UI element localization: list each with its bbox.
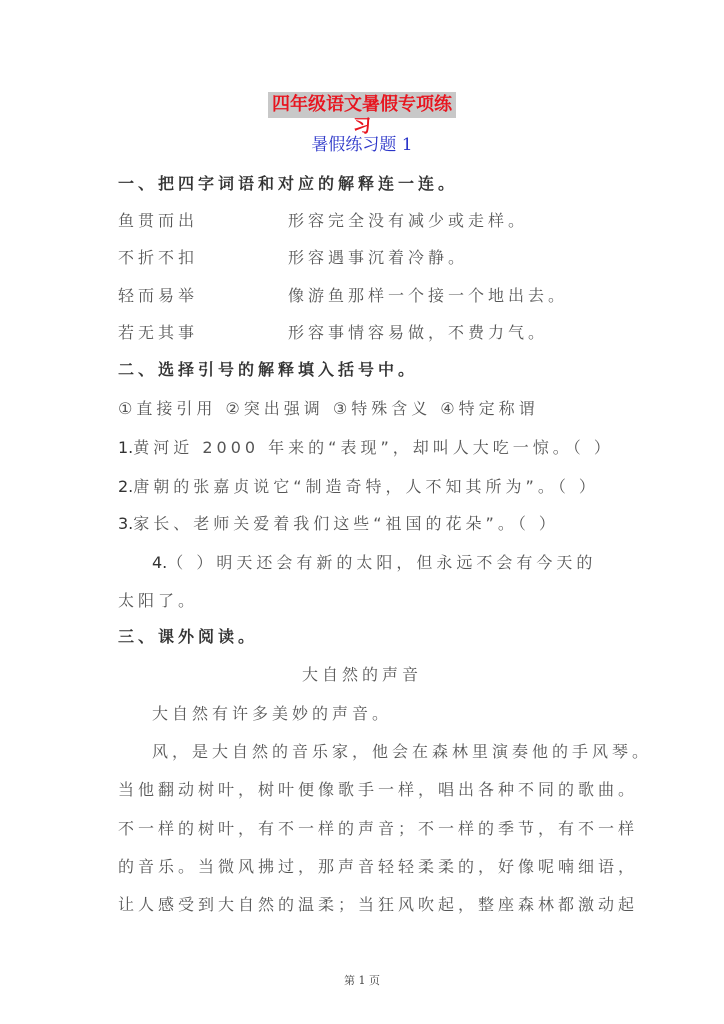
question-1: [118, 438, 614, 458]
passage-title: 大自然的声音: [301, 665, 422, 684]
quote-options: ①直接引用 ②突出强调 ③特殊含义 ④特定称谓: [118, 399, 539, 418]
passage-line-2: 风，是大自然的音乐家，他会在森林里演奏他的手风琴。: [152, 742, 653, 761]
question-text: 唐朝的张嘉贞说它“制造奇特，人不知其所为”。（ ）: [133, 477, 599, 496]
question-3: [118, 514, 559, 534]
question-number: 3.: [118, 514, 134, 533]
meaning-3: 像游鱼那样一个接一个地出去。: [288, 286, 569, 305]
question-number: 4.: [152, 553, 168, 572]
word-4: 若无其事: [118, 323, 199, 342]
question-number: 1.: [118, 438, 134, 457]
passage-line-5: 的音乐。当微风拂过，那声音轻轻柔柔的，好像呢喃细语，: [118, 857, 639, 876]
question-text: 家长、老师关爱着我们这些“祖国的花朵”。（ ）: [133, 514, 559, 533]
section3-heading: 三、课外阅读。: [118, 627, 259, 646]
section2-heading: 二、选择引号的解释填入括号中。: [118, 360, 419, 379]
question-4-continuation: 太阳了。: [118, 591, 199, 610]
question-text: （ ）明天还会有新的太阳，但永远不会有今天的: [167, 553, 597, 572]
question-2: [118, 477, 599, 497]
question-4: [152, 553, 596, 573]
question-text: 黄河近 2000 年来的“表现”，却叫人大吃一惊。（ ）: [133, 438, 614, 457]
passage-line-3: 当他翻动树叶，树叶便像歌手一样，唱出各种不同的歌曲。: [118, 780, 639, 799]
passage-line-1: 大自然有许多美妙的声音。: [152, 704, 393, 723]
page-title: 四年级语文暑假专项练习: [272, 94, 452, 137]
meaning-4: 形容事情容易做，不费力气。: [288, 323, 549, 342]
passage-line-6: 让人感受到大自然的温柔；当狂风吹起，整座森林都激动起: [118, 895, 639, 914]
word-2: 不折不扣: [118, 248, 199, 267]
section1-heading: 一、把四字词语和对应的解释连一连。: [118, 174, 459, 193]
word-1: 鱼贯而出: [118, 211, 199, 230]
page-subtitle: 暑假练习题 1: [311, 135, 413, 155]
passage-line-4: 不一样的树叶，有不一样的声音；不一样的季节，有不一样: [118, 819, 639, 838]
page-number: 第 1 页: [344, 974, 380, 987]
word-3: 轻而易举: [118, 286, 199, 305]
question-number: 2.: [118, 477, 134, 496]
meaning-2: 形容遇事沉着冷静。: [288, 248, 469, 267]
meaning-1: 形容完全没有减少或走样。: [288, 211, 529, 230]
